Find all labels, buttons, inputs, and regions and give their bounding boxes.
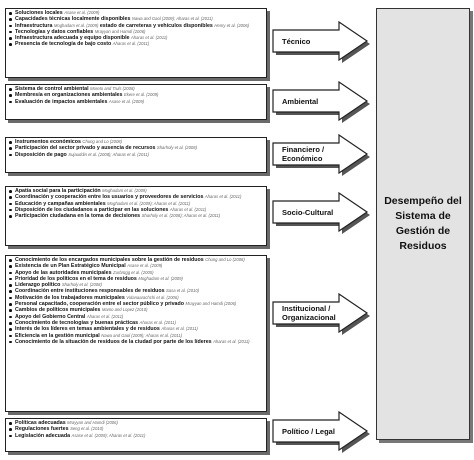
- list-item: Disposición de los ciudadanos a participar en las soluciones Aharas et al. (2011): [9, 207, 264, 213]
- list-item: Soluciones locales Asase et al. (2009): [9, 10, 264, 16]
- list-item: Evaluación de impactos ambientales Asase et al. (2009): [9, 99, 264, 105]
- list-item: Eficiencia en la gestión municipal Nawa and Gaol (2009); Aharas et al. (2011): [9, 333, 264, 339]
- list-item: Infraestructura adecuada y equipo disponible Aharas et al. (2011): [9, 35, 264, 41]
- group-politico: [5, 418, 267, 452]
- list-item: Motivación de los trabajadores municipales Vidanaarachchi et al. (2006): [9, 295, 264, 301]
- target-box: [376, 8, 470, 440]
- arrow-label: Ambiental: [282, 96, 319, 106]
- list-item: Conocimiento de los encargados municipales sobre la gestión de residuos Chung and Lo (2008): [9, 257, 264, 263]
- list-item: Capacidades técnicas localmente disponibles Nawa and Gaol (2009); Aharas et al. (2011): [9, 16, 264, 22]
- list-item: Membresía en organizaciones ambientales Ekere et al. (2009): [9, 92, 264, 98]
- list-item: Cambios de políticos municipales Mamo and Lopez (2010): [9, 307, 264, 313]
- group-institucional: [5, 255, 267, 412]
- list-item: Presencia de tecnología de bajo costo Aharas et al. (2011): [9, 41, 264, 47]
- list-item: Tecnologías y datos confiables Mrayyan and Hamdi (2006): [9, 29, 264, 35]
- list-item: Apoyo del Gobierno Central Aharas et al. (2011): [9, 314, 264, 320]
- list-item: Coordinación y cooperación entre los usuarios y proveedores de servicios Aharas et al. (2011): [9, 194, 264, 200]
- list-item: Educación y campañas ambientales Moghadam et al. (2009); Aharas et al. (2011): [9, 201, 264, 207]
- list-item: Políticas adecuadas Mrayyan and Hamdi (2006): [9, 420, 264, 426]
- arrow-label: Institucional / Organizacional: [282, 304, 336, 322]
- list-item: Personal capacitado, cooperación entre el sector público y privado Mrayyan and Hamdi (2006): [9, 301, 264, 307]
- list-item: Sistema de control ambiental Moreto and Truls (2008): [9, 86, 264, 92]
- arrow-financiero: [272, 135, 374, 177]
- list-item: Liderazgo político Sharholy et al. (2008): [9, 282, 264, 288]
- arrow-label: Político / Legal: [282, 426, 335, 436]
- arrow-label: Financiero / Económico: [282, 145, 325, 163]
- list-item: Instrumentos económicos Chung and Lo (2008): [9, 139, 264, 145]
- list-item: Interés de los líderes en temas ambientales y de residuos Aharas et al. (2011): [9, 326, 264, 332]
- group-socio-cultural: [5, 186, 267, 246]
- list-item: Coordinación entre instituciones responsables de residuos Sasa et al. (2010): [9, 288, 264, 294]
- arrow-ambiental: [272, 82, 374, 124]
- arrow-socio-cultural: [272, 193, 374, 235]
- list-item: Participación ciudadana en la toma de decisiones Sharholy et al. (2008); Aharas et al. (2011): [9, 213, 264, 219]
- group-tecnico: [5, 8, 267, 78]
- list-item: Legislación adecuada Asase et al. (2009); Aharas et al. (2011): [9, 433, 264, 439]
- list-item: Apoyo de las autoridades municipales Zurbrügg et al. (2005): [9, 270, 264, 276]
- arrow-politico: [272, 412, 374, 454]
- group-financiero: [5, 137, 267, 173]
- arrow-label: Técnico: [282, 36, 311, 46]
- arrow-tecnico: [272, 22, 374, 64]
- list-item: Infraestructura Moghadam et al. (2009) estado de carreteras y vehículos disponibles Henry et al. (2006): [9, 23, 264, 29]
- list-item: Existencia de un Plan Estratégico Municipal Asase et al. (2009): [9, 263, 264, 269]
- list-item: Apatía social para la participación Moghadam et al. (2009): [9, 188, 264, 194]
- arrow-institucional: [272, 294, 374, 336]
- list-item: Regulaciones fuertes Seng et al. (2010): [9, 426, 264, 432]
- target-title: Desempeño del Sistema de Gestión de Residuos: [384, 195, 462, 252]
- arrow-label: Socio-Cultural: [282, 207, 334, 217]
- group-ambiental: [5, 84, 267, 120]
- list-item: Disposición de pago Sujauddin et al. (2008); Aharas et al. (2011): [9, 152, 264, 158]
- list-item: Conocimiento de tecnologías y buenas prácticas Aharas et al. (2011): [9, 320, 264, 326]
- list-item: Participación del sector privado y ausencia de recursos Sharholy et al. (2008): [9, 145, 264, 151]
- list-item: Prioridad de los políticos en el tema de residuos Moghadam et al. (2009): [9, 276, 264, 282]
- list-item: Conocimiento de la situación de residuos de la ciudad por parte de los líderes Aharas et al. (2011): [9, 339, 264, 345]
